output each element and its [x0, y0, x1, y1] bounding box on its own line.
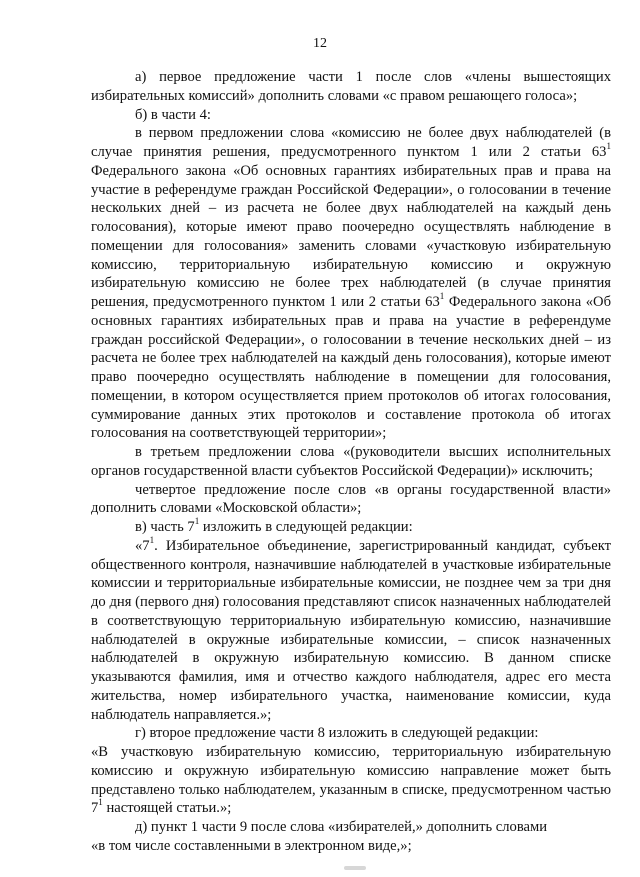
paragraph-text: г) второе предложение части 8 изложить в следующей редакции:: [135, 725, 539, 742]
paragraph-text: «В участковую избирательную комиссию, территориальную избирательную комиссию и окружную избирательную комиссию направление может быть представлено только наблюдателем, указанным в списке, предусмотренном частью 7: [91, 744, 611, 817]
scan-mark: [344, 866, 366, 870]
paragraph-d: [91, 818, 611, 837]
paragraph-text: д) пункт 1 части 9 после слова «избирателей,» дополнить словами: [135, 819, 548, 835]
superscript: 1: [98, 797, 103, 808]
paragraph-b3: [91, 481, 611, 519]
paragraph-text: настоящей статьи.»;: [102, 800, 232, 817]
paragraph-v1: [91, 534, 611, 725]
paragraph-text: б) в части 4:: [135, 106, 211, 123]
paragraph-text: четвертое предложение после слов «в органы государственной власти» дополнить словами «Московской области»;: [91, 481, 611, 517]
paragraph-b: [91, 106, 611, 125]
document-body: [91, 68, 611, 856]
page-number: 12: [313, 36, 327, 51]
paragraph-text: изложить в следующей редакции:: [199, 519, 413, 535]
superscript: 1: [149, 534, 155, 545]
paragraph-b2: [91, 443, 611, 481]
paragraph-g: [91, 724, 611, 743]
paragraph-text: в) часть 7: [135, 519, 195, 535]
paragraph-b1: [91, 124, 611, 443]
paragraph-g1: [91, 743, 611, 818]
paragraph-v: [91, 515, 611, 537]
paragraph-text: . Избирательное объединение, зарегистрированный кандидат, субъект общественного контроля, назначившие наблюдателей в участковые избирательные комиссии и территориальные избирательные комиссии, не позднее чем за три дня до дня (первого дня) голосования представляют список назначенных наблюдателей в соответствующую территориальную избирательную комиссию, назначившие наблюдателей в окружные избирательные комиссии, – список назначенных наблюдателей в окружную избирательную комиссию. В данном списке указываются фамилия, имя и отчество каждого наблюдателя, адрес его места жительства, номер избирательного участка, наименование комиссии, куда наблюдатель направляется.»;: [91, 537, 611, 723]
paragraph-text: а) первое предложение части 1 после слов «члены вышестоящих избирательных комиссий» дополнить словами «с правом решающего голоса»;: [91, 69, 611, 104]
paragraph-a: [91, 68, 611, 106]
paragraph-text: Федерального закона «Об основных гарантиях избирательных прав и права на участие в референдуме граждан Российской Федерации», о голосовании в течение нескольких дней – из расчета не более двух наблюдателей на каждый день голосования), которые имеют право поочередно осуществлять наблюдение в помещении для голосования» заменить словами «участковую избирательную комиссию, территориальную избирательную комиссию и окружную избирательную комиссию не более трех наблюдателей (в случае принятия решения, предусмотренного пунктом 1 или 2 статьи 63: [91, 162, 611, 310]
paragraph-d1: [91, 837, 611, 856]
paragraph-text: в третьем предложении слова «(руководители высших исполнительных органов государственной власти субъектов Российской Федерации)» исключить;: [91, 444, 611, 479]
superscript: 1: [439, 290, 445, 301]
paragraph-text: «7: [135, 537, 150, 554]
paragraph-text: Федерального закона «Об основных гарантиях избирательных прав и права на участие в референдуме граждан российской Федерации», о голосовании в течение нескольких дней – из расчета не более трех наблюдателей на каждый день голосования), которые имеют право поочередно осуществлять наблюдение в помещении для голосования, помещении, в котором осуществляется прием протоколов об итогах голосования, суммирование данных этих протоколов и составление протокола об итогах голосования на соответствующей территории»;: [91, 294, 611, 442]
superscript: 1: [194, 515, 200, 526]
paragraph-text: «в том числе составленными в электронном виде,»;: [91, 837, 412, 854]
superscript: 1: [606, 140, 611, 151]
paragraph-text: в первом предложении слова «комиссию не более двух наблюдателей (в случае принятия решения, предусмотренного пунктом 1 или 2 статьи 63: [91, 125, 611, 160]
